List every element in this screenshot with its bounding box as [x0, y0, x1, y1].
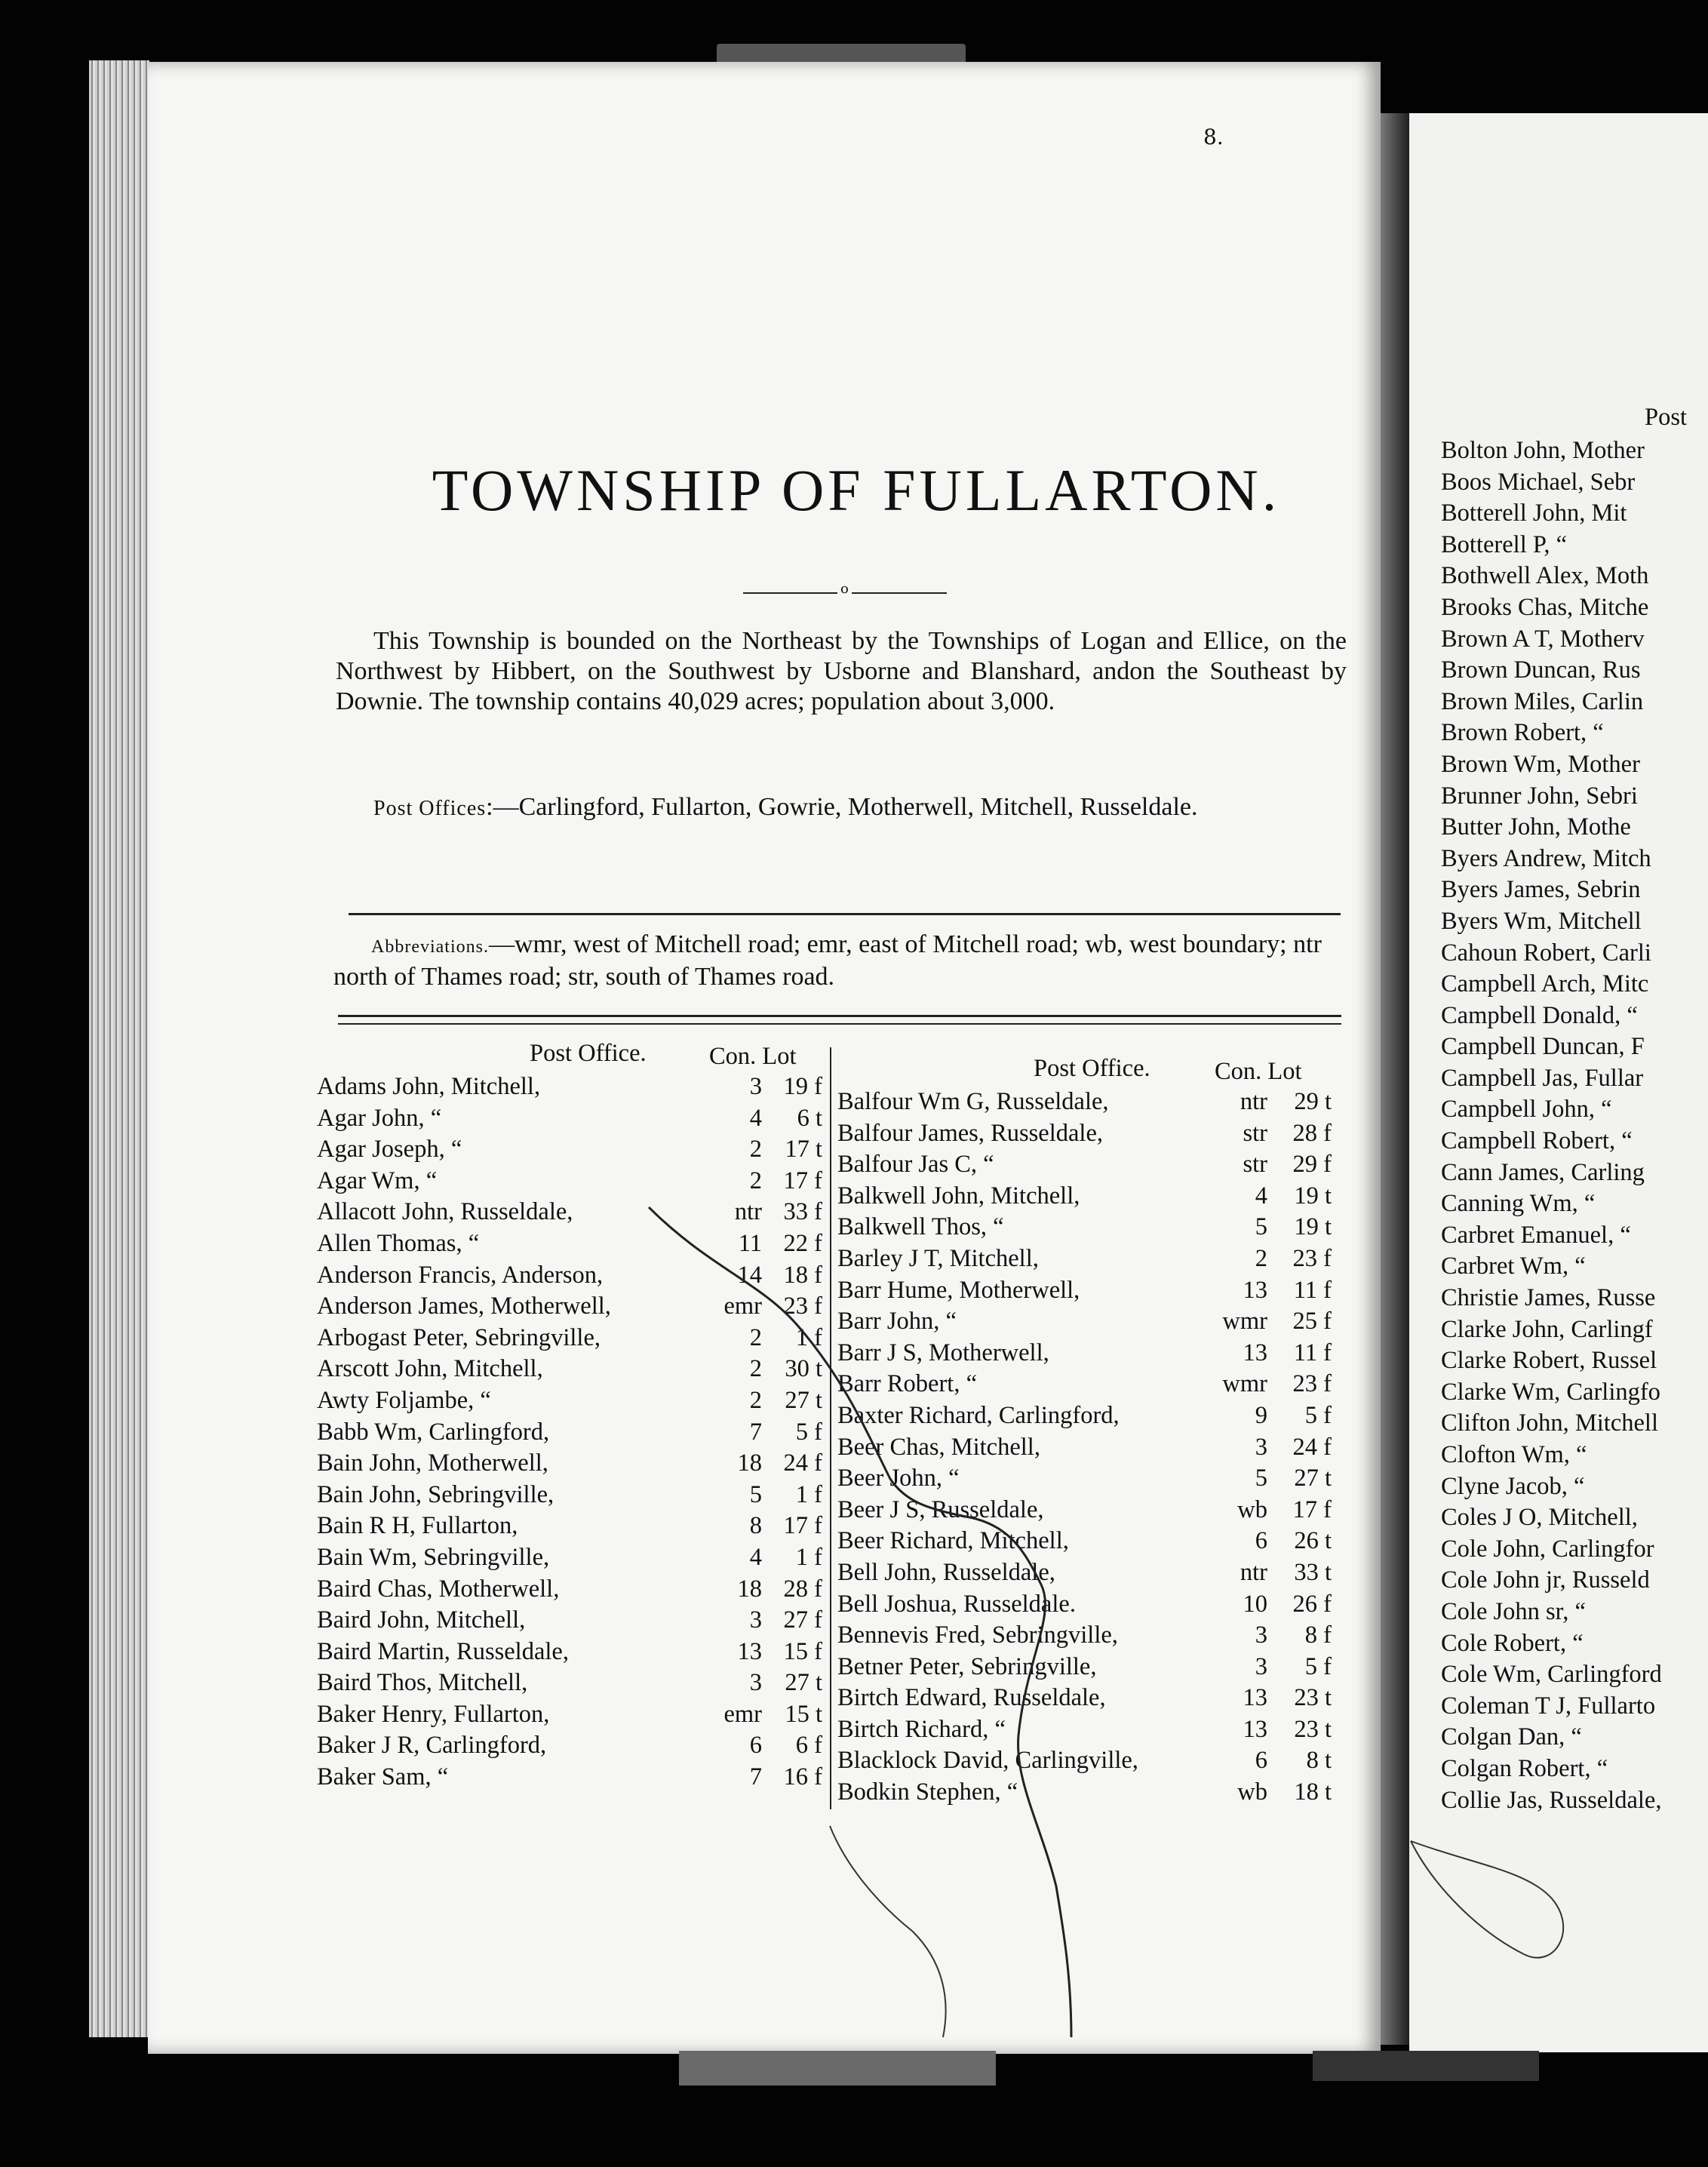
entry-con: ntr — [1240, 1558, 1267, 1586]
table-row — [837, 1182, 1335, 1214]
table-row — [317, 1575, 830, 1607]
entry-con: 13 — [737, 1637, 762, 1665]
entry-con: emr — [723, 1293, 762, 1320]
entry-con: str — [1243, 1151, 1267, 1179]
entry-con: 2 — [749, 1386, 762, 1414]
column-header — [837, 1055, 1335, 1088]
entry-name: Beer John, “ — [837, 1465, 960, 1492]
table-row — [317, 1701, 830, 1732]
entry-name: Baker J R, Carlingford, — [317, 1732, 547, 1760]
list-item: Byers Andrew, Mitch — [1441, 844, 1651, 872]
list-item: Campbell Jas, Fullar — [1441, 1064, 1644, 1092]
entry-con: 2 — [749, 1166, 762, 1194]
entry-con: 3 — [1255, 1433, 1267, 1461]
entry-con: 6 — [1255, 1747, 1267, 1775]
list-item: Colgan Robert, “ — [1441, 1754, 1608, 1782]
entry-lot: 23 f — [1292, 1244, 1332, 1272]
entry-lot: 1 f — [795, 1543, 822, 1571]
entry-name: Babb Wm, Carlingford, — [317, 1418, 550, 1446]
entry-name: Betner Peter, Sebringville, — [837, 1652, 1097, 1680]
entry-con: 3 — [1255, 1652, 1267, 1680]
entry-con: 14 — [737, 1261, 762, 1289]
entry-lot: 5 f — [1304, 1401, 1332, 1429]
table-row — [317, 1324, 830, 1356]
entry-lot: 11 f — [1293, 1276, 1332, 1304]
entry-lot: 27 f — [783, 1606, 822, 1634]
entry-name: Baird Thos, Mitchell, — [317, 1669, 528, 1697]
entry-lot: 5 f — [795, 1418, 822, 1446]
entry-name: Anderson James, Motherwell, — [317, 1293, 611, 1320]
entry-con: ntr — [734, 1198, 762, 1226]
entry-name: Birtch Edward, Russeldale, — [837, 1684, 1106, 1712]
entry-name: Balfour Jas C, “ — [837, 1151, 994, 1179]
entry-con: 7 — [749, 1418, 762, 1446]
list-item: Clarke Wm, Carlingfo — [1441, 1378, 1660, 1406]
table-row — [837, 1559, 1335, 1591]
entry-name: Bain Wm, Sebringville, — [317, 1543, 550, 1571]
entry-lot: 27 t — [785, 1386, 822, 1414]
list-item: Carbret Wm, “ — [1441, 1253, 1586, 1280]
entry-name: Blacklock David, Carlingville, — [837, 1747, 1138, 1775]
entry-name: Bell John, Russeldale, — [837, 1558, 1055, 1586]
entry-lot: 11 f — [1293, 1339, 1332, 1366]
entry-name: Balkwell John, Mitchell, — [837, 1182, 1080, 1210]
entry-lot: 15 f — [783, 1637, 822, 1665]
list-item: Cole John jr, Russeld — [1441, 1566, 1650, 1594]
entry-lot: 33 f — [783, 1198, 822, 1226]
table-row — [837, 1591, 1335, 1622]
facing-page-rows — [1441, 437, 1708, 1818]
table-row — [837, 1213, 1335, 1245]
entry-con: 9 — [1255, 1401, 1267, 1429]
list-item: Campbell Donald, “ — [1441, 1001, 1638, 1029]
table-row — [837, 1684, 1335, 1716]
entry-name: Barr J S, Motherwell, — [837, 1339, 1049, 1366]
entry-lot: 17 f — [783, 1166, 822, 1194]
table-row — [317, 1481, 830, 1513]
entry-lot: 33 t — [1294, 1558, 1332, 1586]
entry-lot: 29 t — [1294, 1088, 1332, 1115]
entry-name: Bain R H, Fullarton, — [317, 1512, 518, 1540]
table-row — [837, 1120, 1335, 1151]
list-item: Clarke Robert, Russel — [1441, 1347, 1657, 1375]
header-con-lot: Con. Lot — [709, 1043, 797, 1070]
entry-name: Arbogast Peter, Sebringville, — [317, 1323, 601, 1351]
entry-lot: 22 f — [783, 1229, 822, 1257]
list-item: Clarke John, Carlingf — [1441, 1315, 1653, 1343]
list-item: Clofton Wm, “ — [1441, 1441, 1587, 1468]
list-item: Brunner John, Sebri — [1441, 782, 1638, 810]
entry-lot: 23 f — [1292, 1370, 1332, 1398]
table-row — [837, 1151, 1335, 1182]
entry-con: 6 — [1255, 1527, 1267, 1555]
entry-lot: 19 t — [1294, 1182, 1332, 1210]
entry-lot: 25 f — [1292, 1308, 1332, 1336]
table-row — [837, 1339, 1335, 1371]
entry-con: 5 — [1255, 1465, 1267, 1492]
list-item: Campbell Robert, “ — [1441, 1127, 1633, 1155]
entry-name: Bodkin Stephen, “ — [837, 1778, 1018, 1806]
table-row — [317, 1638, 830, 1670]
list-item: Brown Miles, Carlin — [1441, 687, 1644, 715]
entry-lot: 28 f — [783, 1575, 822, 1603]
table-row — [837, 1245, 1335, 1277]
post-offices-paragraph — [336, 792, 1347, 824]
list-item: Cole Robert, “ — [1441, 1629, 1584, 1657]
entry-con: 4 — [749, 1104, 762, 1132]
table-row — [317, 1073, 830, 1105]
entry-name: Anderson Francis, Anderson, — [317, 1261, 604, 1289]
list-item: Cole John, Carlingfor — [1441, 1535, 1654, 1563]
entry-lot: 6 t — [797, 1104, 822, 1132]
entry-lot: 16 f — [783, 1763, 822, 1791]
entry-name: Barr Robert, “ — [837, 1370, 978, 1398]
table-row — [317, 1105, 830, 1136]
table-row — [837, 1277, 1335, 1308]
entry-name: Barr John, “ — [837, 1308, 957, 1336]
entry-lot: 29 f — [1292, 1151, 1332, 1179]
entry-con: 13 — [1243, 1276, 1267, 1304]
page-title: TOWNSHIP OF FULLARTON. — [432, 457, 1281, 523]
entry-name: Agar John, “ — [317, 1104, 442, 1132]
entry-lot: 19 f — [783, 1073, 822, 1100]
entry-lot: 27 t — [1294, 1465, 1332, 1492]
directory-column-right — [837, 1055, 1335, 1810]
table-row — [837, 1653, 1335, 1685]
facing-page-header: Post — [1645, 404, 1688, 431]
entry-lot: 1 f — [795, 1323, 822, 1351]
entry-con: 3 — [1255, 1621, 1267, 1649]
post-offices-label: Post Offices — [373, 797, 487, 820]
book-clip-bottom — [679, 2051, 996, 2086]
list-item: Campbell John, “ — [1441, 1096, 1612, 1123]
list-item: Collie Jas, Russeldale, — [1441, 1786, 1662, 1814]
entry-con: ntr — [1240, 1088, 1267, 1115]
entry-con: str — [1243, 1119, 1267, 1147]
right-rows — [837, 1088, 1335, 1810]
list-item: Canning Wm, “ — [1441, 1190, 1596, 1218]
entry-name: Baird John, Mitchell, — [317, 1606, 526, 1634]
list-item: Clifton John, Mitchell — [1441, 1409, 1658, 1437]
table-row — [317, 1763, 830, 1795]
abbreviations-text: —wmr, west of Mitchell road; emr, east of Mitchell road; wb, west boundary; ntr north of Thames road; str, south of Thames road. — [333, 930, 1322, 991]
entry-con: 11 — [738, 1229, 762, 1257]
entry-con: 13 — [1243, 1339, 1267, 1366]
list-item: Brown Wm, Mother — [1441, 750, 1640, 778]
directory-column-left — [317, 1040, 830, 1795]
entry-lot: 27 t — [785, 1669, 822, 1697]
column-divider — [830, 1047, 831, 1809]
table-row — [317, 1544, 830, 1575]
header-con-lot: Con. Lot — [1215, 1058, 1302, 1085]
entry-lot: 30 t — [785, 1355, 822, 1383]
title-rule-mark: o — [837, 581, 852, 597]
entry-name: Balkwell Thos, “ — [837, 1213, 1004, 1241]
entry-con: 13 — [1243, 1715, 1267, 1743]
entry-name: Balfour James, Russeldale, — [837, 1119, 1104, 1147]
table-row — [317, 1262, 830, 1293]
entry-lot: 17 f — [1292, 1495, 1332, 1523]
entry-name: Allacott John, Russeldale, — [317, 1198, 573, 1226]
entry-con: 8 — [749, 1512, 762, 1540]
entry-lot: 17 f — [783, 1512, 822, 1540]
table-row — [317, 1387, 830, 1419]
entry-lot: 17 t — [785, 1136, 822, 1163]
entry-name: Bennevis Fred, Sebringville, — [837, 1621, 1118, 1649]
entry-con: 2 — [1255, 1244, 1267, 1272]
entry-name: Bain John, Sebringville, — [317, 1480, 554, 1508]
entry-lot: 26 f — [1292, 1590, 1332, 1618]
list-item: Carbret Emanuel, “ — [1441, 1221, 1631, 1249]
entry-lot: 6 f — [795, 1732, 822, 1760]
entry-con: 5 — [1255, 1213, 1267, 1241]
entry-con: 4 — [1255, 1182, 1267, 1210]
entry-con: 7 — [749, 1763, 762, 1791]
list-item: Colgan Dan, “ — [1441, 1723, 1582, 1751]
entry-lot: 23 t — [1294, 1684, 1332, 1712]
entry-name: Barr Hume, Motherwell, — [837, 1276, 1080, 1304]
table-row — [317, 1198, 830, 1230]
list-item: Butter John, Mothe — [1441, 813, 1631, 841]
table-row — [317, 1167, 830, 1199]
table-row — [317, 1230, 830, 1262]
post-offices-text: :—Carlingford, Fullarton, Gowrie, Motherwell, Mitchell, Russeldale. — [486, 793, 1198, 821]
list-item: Bolton John, Mother — [1441, 437, 1645, 464]
list-item: Botterell P, “ — [1441, 530, 1567, 558]
table-row — [837, 1716, 1335, 1747]
entry-con: 2 — [749, 1355, 762, 1383]
entry-con: 2 — [749, 1323, 762, 1351]
entry-con: 18 — [737, 1575, 762, 1603]
table-row — [317, 1293, 830, 1324]
table-row — [317, 1606, 830, 1638]
table-top-rule-double — [338, 1023, 1341, 1025]
table-row — [837, 1402, 1335, 1434]
left-rows — [317, 1073, 830, 1795]
table-row — [317, 1449, 830, 1481]
entry-name: Agar Wm, “ — [317, 1166, 438, 1194]
entry-name: Adams John, Mitchell, — [317, 1073, 541, 1100]
entry-con: 3 — [749, 1073, 762, 1100]
entry-con: 3 — [749, 1669, 762, 1697]
table-row — [837, 1747, 1335, 1778]
entry-con: emr — [723, 1700, 762, 1728]
entry-con: 13 — [1243, 1684, 1267, 1712]
entry-con: wmr — [1222, 1308, 1267, 1336]
entry-con: wb — [1237, 1778, 1267, 1806]
page-mark: 8. — [1203, 124, 1224, 149]
entry-lot: 8 f — [1304, 1621, 1332, 1649]
entry-name: Baird Chas, Motherwell, — [317, 1575, 560, 1603]
table-row — [837, 1308, 1335, 1339]
entry-name: Awty Foljambe, “ — [317, 1386, 491, 1414]
list-item: Campbell Duncan, F — [1441, 1033, 1645, 1061]
column-header — [317, 1040, 830, 1073]
table-row — [837, 1370, 1335, 1402]
table-row — [317, 1419, 830, 1450]
entry-con: 5 — [749, 1480, 762, 1508]
table-row — [837, 1434, 1335, 1465]
entry-name: Barley J T, Mitchell, — [837, 1244, 1039, 1272]
header-post-office: Post Office. — [530, 1040, 647, 1067]
entry-name: Agar Joseph, “ — [317, 1136, 462, 1163]
list-item: Cole Wm, Carlingford — [1441, 1661, 1662, 1689]
table-row — [837, 1621, 1335, 1653]
entry-lot: 18 t — [1294, 1778, 1332, 1806]
list-item: Brown Robert, “ — [1441, 719, 1604, 747]
book-clip-bottom-right — [1313, 2051, 1539, 2081]
table-row — [837, 1088, 1335, 1120]
list-item: Brown A T, Motherv — [1441, 625, 1645, 653]
list-item: Cahoun Robert, Carli — [1441, 939, 1651, 967]
list-item: Bothwell Alex, Moth — [1441, 562, 1649, 590]
table-row — [317, 1355, 830, 1387]
table-row — [837, 1527, 1335, 1559]
list-item: Byers Wm, Mitchell — [1441, 907, 1642, 935]
entry-lot: 1 f — [795, 1480, 822, 1508]
table-top-rule — [338, 1015, 1341, 1017]
entry-lot: 24 f — [1292, 1433, 1332, 1461]
entry-name: Birtch Richard, “ — [837, 1715, 1006, 1743]
list-item: Brown Duncan, Rus — [1441, 656, 1641, 684]
entry-name: Bell Joshua, Russeldale. — [837, 1590, 1076, 1618]
entry-lot: 24 f — [783, 1449, 822, 1477]
entry-name: Balfour Wm G, Russeldale, — [837, 1088, 1109, 1115]
entry-name: Baker Sam, “ — [317, 1763, 449, 1791]
table-row — [837, 1465, 1335, 1496]
intro-text: This Township is bounded on the Northeast by the Townships of Logan and Ellice, on the Northwest by Hibbert, on the Southwest by Usborne and Blanshard, andon the Southeast by Downie. The township contains 40,029 acres; population about 3,000. — [336, 627, 1347, 715]
table-row — [837, 1778, 1335, 1810]
entry-name: Beer J S, Russeldale, — [837, 1495, 1044, 1523]
entry-name: Baxter Richard, Carlingford, — [837, 1401, 1120, 1429]
list-item: Coleman T J, Fullarto — [1441, 1692, 1656, 1720]
intro-paragraph — [336, 626, 1347, 717]
entry-con: 6 — [749, 1732, 762, 1760]
list-item: Botterell John, Mit — [1441, 499, 1627, 527]
table-row — [317, 1512, 830, 1544]
list-item: Coles J O, Mitchell, — [1441, 1504, 1638, 1532]
list-item: Cole John sr, “ — [1441, 1597, 1586, 1625]
table-row — [837, 1496, 1335, 1528]
table-row — [317, 1136, 830, 1167]
entry-lot: 18 f — [783, 1261, 822, 1289]
entry-name: Bain John, Motherwell, — [317, 1449, 548, 1477]
list-item: Boos Michael, Sebr — [1441, 468, 1636, 496]
entry-con: 18 — [737, 1449, 762, 1477]
entry-con: 10 — [1243, 1590, 1267, 1618]
book-gutter — [1381, 113, 1411, 2045]
entry-lot: 23 f — [783, 1293, 822, 1320]
header-post-office: Post Office. — [1034, 1055, 1150, 1082]
list-item: Byers James, Sebrin — [1441, 876, 1641, 904]
table-row — [317, 1732, 830, 1763]
entry-con: 4 — [749, 1543, 762, 1571]
list-item: Brooks Chas, Mitche — [1441, 593, 1649, 621]
facing-page-column — [1441, 404, 1708, 1818]
entry-lot: 19 t — [1294, 1213, 1332, 1241]
entry-con: 2 — [749, 1136, 762, 1163]
entry-name: Baker Henry, Fullarton, — [317, 1700, 550, 1728]
list-item: Campbell Arch, Mitc — [1441, 970, 1649, 998]
entry-lot: 15 t — [785, 1700, 822, 1728]
entry-lot: 23 t — [1294, 1715, 1332, 1743]
table-row — [317, 1669, 830, 1701]
entry-lot: 8 t — [1306, 1747, 1332, 1775]
list-item: Clyne Jacob, “ — [1441, 1472, 1585, 1500]
entry-con: 3 — [749, 1606, 762, 1634]
entry-lot: 5 f — [1304, 1652, 1332, 1680]
entry-name: Arscott John, Mitchell, — [317, 1355, 543, 1383]
list-item: Christie James, Russe — [1441, 1284, 1656, 1312]
page-stack-edge — [89, 60, 149, 2037]
list-item: Cann James, Carling — [1441, 1158, 1645, 1186]
entry-lot: 26 t — [1294, 1527, 1332, 1555]
entry-name: Baird Martin, Russeldale, — [317, 1637, 569, 1665]
entry-lot: 28 f — [1292, 1119, 1332, 1147]
entry-con: wb — [1237, 1495, 1267, 1523]
abbreviations-label: Abbreviations. — [371, 937, 489, 957]
entry-name: Beer Chas, Mitchell, — [837, 1433, 1040, 1461]
entry-name: Allen Thomas, “ — [317, 1229, 480, 1257]
section-rule — [349, 913, 1341, 915]
entry-name: Beer Richard, Mitchell, — [837, 1527, 1069, 1555]
entry-con: wmr — [1222, 1370, 1267, 1398]
abbreviations-paragraph — [333, 930, 1344, 992]
